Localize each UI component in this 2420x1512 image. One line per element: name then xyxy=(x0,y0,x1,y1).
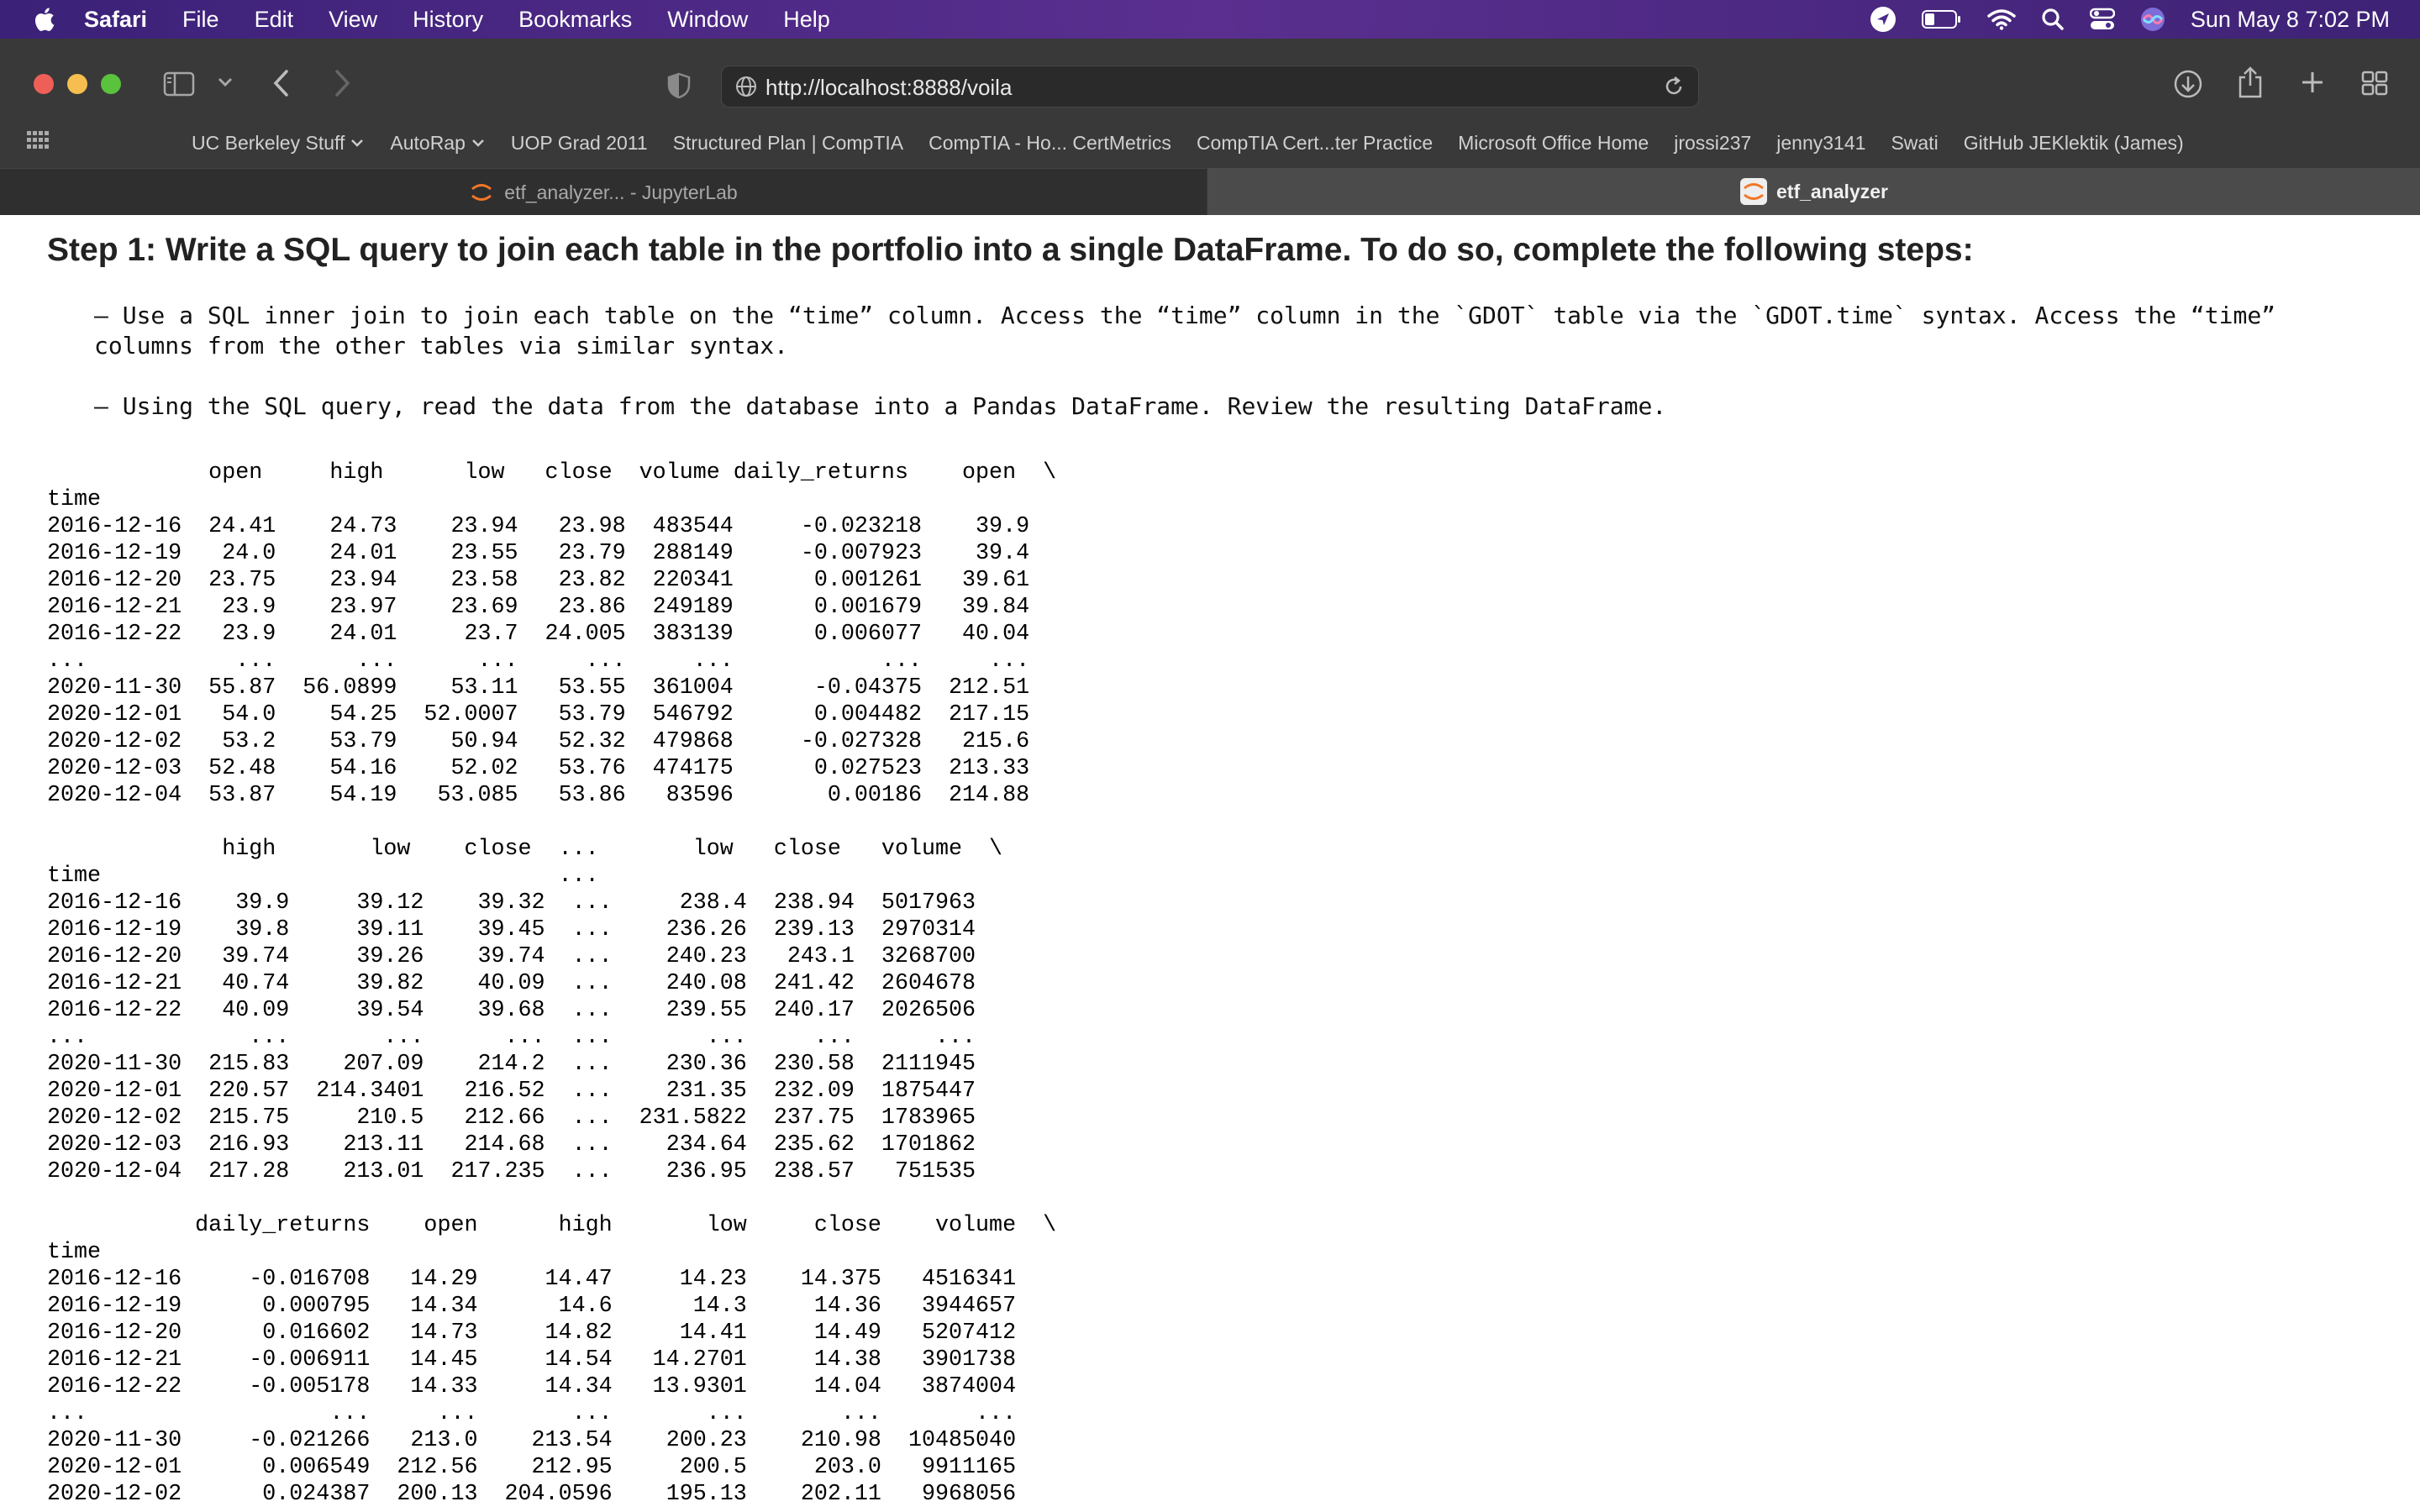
dataframe-output-block-3: daily_returns open high low close volume \ time 2016-12-16 -0.016708 14.29 14.47 14.23 14.375 4516341 2016-12-19 0.000795 14.34 14.6 14.3 14.36 3944657 2016-12-20 0.016602 14.73 14.82 14.41 14.49 5207412 2016-12-21 -0.006911 14.45 14.54 14.2701 14.38 3901738 2016-12-22 -0.005178 14.33 14.34 13.9301 14.04 3874004 ... ... ... ... ... ... ... 2020-11-30 -0.021266 213.0 213.54 200.23 210.98 10485040 2020-12-01 0.006549 212.56 212.95 200.5 203.0 9911165 2020-12-02 0.024387 200.13 204.0596 195.13 202.11 9968056 xyxy=(47,1213,1057,1507)
dataframe-output-block-2: high low close ... low close volume \ time ... 2016-12-16 39.9 39.12 39.32 ... 238.4 238.94 5017963 2016-12-19 39.8 39.11 39.45 ... 236.26 239.13 2970314 2016-12-20 39.74 39.26 39.74 ... 240.23 243.1 3268700 2016-12-21 40.74 39.82 40.09 ... 240.08 241.42 2604678 2016-12-22 40.09 39.54 39.68 ... 239.55 240.17 2026506 ... ... ... ... ... ... ... ... 2020-11-30 215.83 207.09 214.2 ... 230.36 230.58 2111945 2020-12-01 220.57 214.3401 216.52 ... 231.35 232.09 1875447 2020-12-02 215.75 210.5 212.66 ... 231.5822 237.75 1783965 2020-12-03 216.93 213.11 214.68 ... 234.64 235.62 1701862 2020-12-04 217.28 213.01 217.235 ... 236.95 238.57 751535 xyxy=(47,837,1003,1184)
menu-help[interactable]: Help xyxy=(783,6,830,32)
menu-file[interactable]: File xyxy=(182,6,219,32)
bookmark-uc-berkeley[interactable] xyxy=(192,132,365,155)
bookmark-jenny3141[interactable]: jenny3141 xyxy=(1776,131,1866,154)
url-text: http://localhost:8888/voila xyxy=(765,75,1013,100)
search-icon[interactable] xyxy=(2041,8,2065,31)
apps-grid-icon[interactable] xyxy=(27,131,49,155)
close-window-button[interactable] xyxy=(34,74,54,94)
tab-etf-analyzer[interactable] xyxy=(1207,168,2420,215)
page-content xyxy=(0,215,2420,1512)
menu-bar xyxy=(0,0,2420,39)
reload-icon[interactable] xyxy=(1663,76,1685,102)
address-bar[interactable] xyxy=(721,66,1699,108)
tab-overview-icon[interactable] xyxy=(2361,71,2388,100)
chevron-down-icon[interactable] xyxy=(217,76,234,93)
instructions xyxy=(94,301,2380,452)
menu-window[interactable]: Window xyxy=(667,6,749,32)
menu-view[interactable]: View xyxy=(329,6,378,32)
chevron-down-icon xyxy=(471,137,486,149)
bookmark-comptia-certmetrics[interactable]: CompTIA - Ho... CertMetrics xyxy=(929,131,1171,154)
bookmark-autorap[interactable] xyxy=(390,132,486,155)
bookmarks-bar xyxy=(0,126,2420,160)
tab-bar xyxy=(0,168,2420,215)
menubar-clock[interactable]: Sun May 8 7:02 PM xyxy=(2190,6,2390,32)
tab-label: etf_analyzer xyxy=(1776,180,1888,202)
bookmark-jrossi237[interactable]: jrossi237 xyxy=(1674,131,1752,154)
menu-bookmarks[interactable]: Bookmarks xyxy=(518,6,633,32)
bookmark-swati[interactable]: Swati xyxy=(1891,131,1939,154)
sidebar-toggle-icon[interactable] xyxy=(163,71,197,102)
battery-icon[interactable] xyxy=(1922,9,1962,29)
bookmark-comptia-practice[interactable]: CompTIA Cert...ter Practice xyxy=(1196,131,1434,154)
instruction-read-sql: – Using the SQL query, read the data from the database into a Pandas DataFrame. Review the resulting DataFrame. xyxy=(94,392,1667,420)
page-title: Step 1: Write a SQL query to join each table in the portfolio into a single DataFrame. To do so, complete the following steps: xyxy=(47,232,1974,268)
bookmark-microsoft-office[interactable]: Microsoft Office Home xyxy=(1458,131,1649,154)
siri-icon[interactable] xyxy=(2140,7,2165,32)
wifi-icon[interactable] xyxy=(1987,8,2016,30)
instruction-inner-join: – Use a SQL inner join to join each table on the “time” column. Access the “time” column in the `GDOT` table via the `GDOT.time` syntax. Access the “time” columns from the other tables via similar syntax. xyxy=(94,302,2276,360)
tab-jupyterlab[interactable] xyxy=(0,168,1207,216)
bookmark-structured-plan[interactable]: Structured Plan | CompTIA xyxy=(672,131,904,154)
jupyter-icon xyxy=(1739,177,1768,206)
browser-toolbar xyxy=(0,39,2420,215)
privacy-shield-icon[interactable] xyxy=(667,72,691,103)
downloads-icon[interactable] xyxy=(2173,69,2203,103)
bookmark-github[interactable]: GitHub JEKlektik (James) xyxy=(1963,131,2184,154)
menu-edit[interactable]: Edit xyxy=(254,6,294,32)
control-center-icon[interactable] xyxy=(2090,8,2115,31)
tab-label: etf_analyzer... - JupyterLab xyxy=(504,181,738,203)
jupyter-icon xyxy=(469,180,494,205)
dataframe-output-block-1: open high low close volume daily_returns open \ time 2016-12-16 24.41 24.73 23.94 23.98 483544 -0.023218 39.9 2016-12-19 24.0 24.01 23.55 23.79 288149 -0.007923 39.4 2016-12-20 23.75 23.94 23.58 23.82 220341 0.001261 39.61 2016-12-21 23.9 23.97 23.69 23.86 249189 0.001679 39.84 2016-12-22 23.9 24.01 23.7 24.005 383139 0.006077 40.04 ... ... ... ... ... ... ... ... 2020-11-30 55.87 56.0899 53.11 53.55 361004 -0.04375 212.51 2020-12-01 54.0 54.25 52.0007 53.79 546792 0.004482 217.15 2020-12-02 53.2 53.79 50.94 52.32 479868 -0.027328 215.6 2020-12-03 52.48 54.16 52.02 53.76 474175 0.027523 213.33 2020-12-04 53.87 54.19 53.085 53.86 83596 0.00186 214.88 xyxy=(47,460,1057,808)
back-icon[interactable] xyxy=(272,69,291,102)
apple-icon[interactable] xyxy=(32,6,55,33)
location-icon[interactable] xyxy=(1870,6,1897,33)
minimize-window-button[interactable] xyxy=(67,74,87,94)
menu-app-safari[interactable]: Safari xyxy=(84,6,148,32)
bookmark-label: AutoRap xyxy=(390,131,466,154)
share-icon[interactable] xyxy=(2237,66,2264,103)
menu-history[interactable]: History xyxy=(413,6,484,32)
bookmark-uop-grad[interactable]: UOP Grad 2011 xyxy=(510,131,648,154)
bookmark-label: UC Berkeley Stuff xyxy=(192,131,345,154)
zoom-window-button[interactable] xyxy=(101,74,121,94)
forward-icon[interactable] xyxy=(333,69,351,102)
globe-icon xyxy=(735,76,757,102)
new-tab-icon[interactable] xyxy=(2301,71,2324,98)
chevron-down-icon xyxy=(350,137,365,149)
